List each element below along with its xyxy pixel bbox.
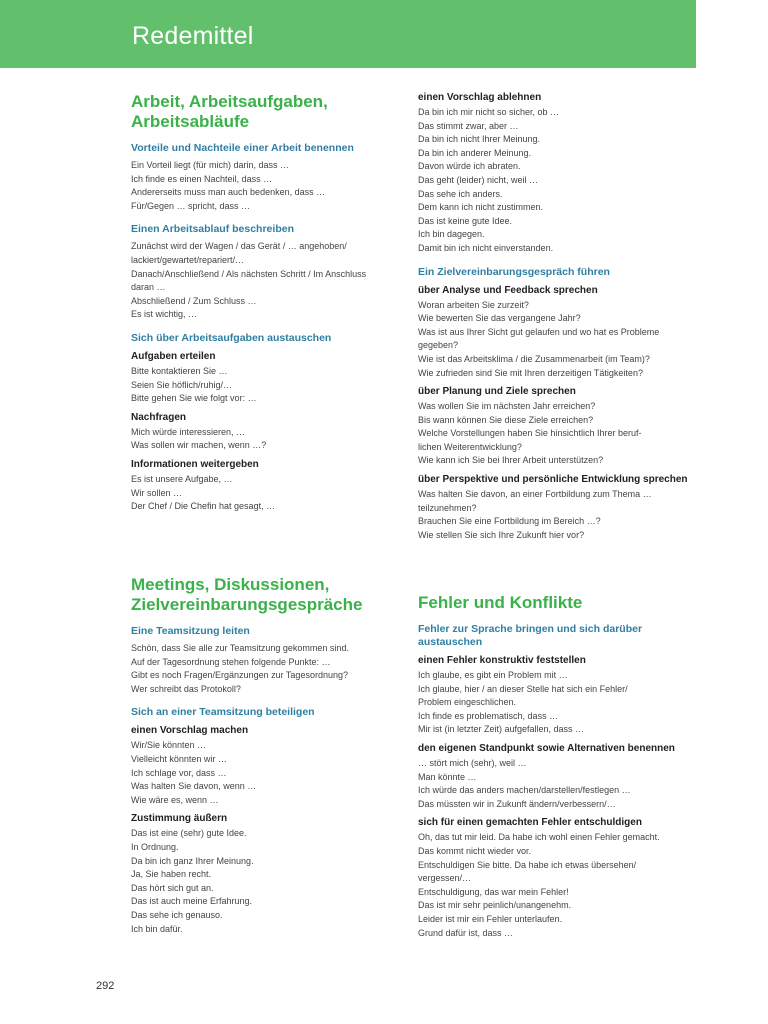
phrase-line: Wir sollen … — [131, 487, 183, 498]
phrase-line: Wie zufrieden sind Sie mit Ihren derzeitigen Tätigkeiten? — [418, 367, 643, 378]
phrase-line: Das ist eine (sehr) gute Idee. — [131, 828, 247, 839]
section-title: Einen Arbeitsablauf beschreiben — [131, 223, 294, 236]
phrase-line: Was sollen wir machen, wenn …? — [131, 440, 267, 451]
phrase-line: Welche Vorstellungen haben Sie hinsichtlich Ihrer beruf- — [418, 428, 642, 439]
phrase-line: Da bin ich anderer Meinung. — [418, 147, 532, 158]
left-top-column — [131, 92, 406, 514]
phrase-line: Woran arbeiten Sie zurzeit? — [418, 299, 529, 310]
phrase-line: Davon würde ich abraten. — [418, 161, 521, 172]
chapter-heading-line: Zielvereinbarungsgespräche — [131, 595, 363, 614]
phrase-line: Zunächst wird der Wagen / das Gerät / … angehoben/ — [131, 241, 347, 252]
phrase-line: Wie bewerten Sie das vergangene Jahr? — [418, 313, 581, 324]
section-title — [418, 623, 693, 649]
phrase-line: Was wollen Sie im nächsten Jahr erreichen? — [418, 401, 596, 412]
phrase-line: Ich bin dagegen. — [418, 229, 485, 240]
phrase-line: Das ist keine gute Idee. — [418, 215, 513, 226]
phrase-line: Oh, das tut mir leid. Da habe ich wohl einen Fehler gemacht. — [418, 832, 660, 843]
phrase-line: Das stimmt zwar, aber … — [418, 120, 519, 131]
subsection-title: über Perspektive und persönliche Entwicklung sprechen — [418, 474, 688, 486]
phrase-line: Schön, dass Sie alle zur Teamsitzung gekommen sind. — [131, 643, 349, 653]
header-banner — [0, 0, 696, 68]
phrase-line: Ja, Sie haben recht. — [131, 869, 212, 880]
subsection-title: Informationen weitergeben — [131, 458, 259, 470]
subsection-title: einen Fehler konstruktiv feststellen — [418, 655, 586, 666]
phrase-line: Ich finde es einen Nachteil, dass … — [131, 173, 273, 184]
phrase-line: Entschuldigung, das war mein Fehler! — [418, 886, 569, 897]
phrase-line: Es ist unsere Aufgabe, … — [131, 473, 233, 484]
chapter-heading: Fehler und Konflikte — [418, 593, 583, 612]
phrase-line: Seien Sie höflich/ruhig/… — [131, 379, 233, 390]
section-title: Sich an einer Teamsitzung beteiligen — [131, 706, 315, 719]
phrase-line: Abschließend / Zum Schluss … — [131, 295, 257, 306]
chapter-heading-line: Meetings, Diskussionen, — [131, 575, 330, 594]
phrase-line: Wie ist das Arbeitsklima / die Zusammenarbeit (im Team)? — [418, 353, 650, 364]
chapter-heading — [131, 92, 406, 132]
chapter-heading — [131, 575, 406, 615]
phrase-line: Was halten Sie davon, an einer Fortbildung zum Thema … — [418, 489, 652, 500]
phrase-line: Wer schreibt das Protokoll? — [131, 683, 241, 694]
section-title: Ein Zielvereinbarungsgespräch führen — [418, 265, 610, 278]
subsection-title: einen Vorschlag ablehnen — [418, 92, 542, 103]
subsection-title: den eigenen Standpunkt sowie Alternativen benennen — [418, 742, 675, 754]
phrase-line: Ich schlage vor, dass … — [131, 767, 227, 778]
phrase-line: Bitte gehen Sie wie folgt vor: … — [131, 393, 257, 404]
phrase-line: Leider ist mir ein Fehler unterlaufen. — [418, 913, 563, 924]
phrase-line: Danach/Anschließend / Als nächsten Schritt / Im Anschluss — [131, 268, 367, 279]
phrase-line: Was ist aus Ihrer Sicht gut gelaufen und wo hat es Probleme — [418, 326, 660, 337]
phrase-line: … stört mich (sehr), weil … — [418, 757, 527, 768]
phrase-line: Dem kann ich nicht zustimmen. — [418, 202, 544, 213]
phrase-line: Es ist wichtig, … — [131, 309, 198, 320]
phrase-line: Auf der Tagesordnung stehen folgende Punkte: … — [131, 656, 331, 667]
phrase-line: Das ist auch meine Erfahrung. — [131, 896, 253, 907]
subsection-title: über Planung und Ziele sprechen — [418, 386, 576, 398]
phrase-line: Man könnte … — [418, 771, 477, 782]
phrase-line: Das sehe ich genauso. — [131, 909, 223, 920]
phrase-line: Ich glaube, hier / an dieser Stelle hat sich ein Fehler/ — [418, 683, 628, 694]
phrase-line: Andererseits muss man auch bedenken, dass … — [131, 187, 326, 198]
phrase-line: Bitte kontaktieren Sie … — [131, 365, 228, 376]
section-title-line: austauschen — [418, 636, 483, 648]
phrase-line: teilzunehmen? — [418, 502, 477, 513]
phrase-line: Ich finde es problematisch, dass … — [418, 710, 559, 721]
phrase-line: Problem eingeschlichen. — [418, 697, 517, 708]
phrase-line: Das ist mir sehr peinlich/unangenehm. — [418, 900, 572, 911]
section-title: Eine Teamsitzung leiten — [131, 625, 250, 637]
phrase-line: Bis wann können Sie diese Ziele erreichen? — [418, 414, 594, 425]
phrase-line: Brauchen Sie eine Fortbildung im Bereich …? — [418, 516, 601, 527]
phrase-line: lackiert/gewartet/repariert/… — [131, 254, 245, 265]
phrase-line: Das sehe ich anders. — [418, 188, 503, 199]
right-bottom-column — [418, 593, 693, 940]
phrase-line: Wir/Sie könnten … — [131, 740, 207, 751]
section-title: Sich über Arbeitsaufgaben austauschen — [131, 331, 332, 344]
phrase-line: Was halten Sie davon, wenn … — [131, 781, 257, 792]
section-title: Vorteile und Nachteile einer Arbeit benennen — [131, 142, 354, 154]
subsection-title: Nachfragen — [131, 411, 187, 423]
phrase-line: Der Chef / Die Chefin hat gesagt, … — [131, 501, 276, 512]
phrase-line: Für/Gegen … spricht, dass … — [131, 200, 251, 211]
phrase-line: Vielleicht könnten wir … — [131, 753, 227, 764]
subsection-title: Zustimmung äußern — [131, 813, 228, 825]
banner-title: Redemittel — [132, 22, 254, 50]
section-title-line: Fehler zur Sprache bringen und sich darüber — [418, 623, 643, 635]
phrase-line: Das geht (leider) nicht, weil … — [418, 174, 539, 185]
phrase-line: Da bin ich nicht Ihrer Meinung. — [418, 134, 541, 145]
phrase-line: In Ordnung. — [131, 841, 179, 852]
phrase-line: lichen Weiterentwicklung? — [418, 441, 522, 452]
phrase-line: Gibt es noch Fragen/Ergänzungen zur Tagesordnung? — [131, 670, 348, 681]
left-bottom-column — [131, 575, 406, 936]
phrase-line: Da bin ich ganz Ihrer Meinung. — [131, 855, 254, 866]
phrase-line: Wie stellen Sie sich Ihre Zukunft hier vor? — [418, 529, 585, 540]
phrase-line: Da bin ich mir nicht so sicher, ob … — [418, 107, 560, 117]
phrase-line: Ich würde das anders machen/darstellen/festlegen … — [418, 785, 631, 796]
phrase-line: Wie kann ich Sie bei Ihrer Arbeit unterstützen? — [418, 455, 604, 466]
subsection-title: sich für einen gemachten Fehler entschuldigen — [418, 817, 642, 829]
right-top-column — [418, 92, 693, 542]
phrase-line: Ich bin dafür. — [131, 923, 183, 934]
phrase-line: Ein Vorteil liegt (für mich) darin, dass … — [131, 160, 290, 170]
phrase-line: Mich würde interessieren, … — [131, 426, 246, 437]
phrase-line: Das hört sich gut an. — [131, 882, 214, 893]
phrase-line: daran … — [131, 282, 166, 293]
subsection-title: Aufgaben erteilen — [131, 350, 216, 362]
phrase-line: vergessen/… — [418, 873, 472, 884]
subsection-title: einen Vorschlag machen — [131, 725, 249, 737]
chapter-heading-line: Arbeitsabläufe — [131, 112, 250, 131]
page-number: 292 — [96, 980, 115, 992]
phrase-line: Mir ist (in letzter Zeit) aufgefallen, dass … — [418, 724, 585, 735]
phrase-line: Damit bin ich nicht einverstanden. — [418, 242, 554, 253]
phrase-line: Wie wäre es, wenn … — [131, 794, 219, 805]
phrase-line: Das müssten wir in Zukunft ändern/verbessern/… — [418, 798, 616, 809]
phrase-line: Grund dafür ist, dass … — [418, 927, 514, 938]
phrase-line: Ich glaube, es gibt ein Problem mit … — [418, 670, 568, 680]
phrase-line: Das kommt nicht wieder vor. — [418, 845, 532, 856]
phrase-line: Entschuldigen Sie bitte. Da habe ich etwas übersehen/ — [418, 859, 637, 870]
chapter-heading-line: Arbeit, Arbeitsaufgaben, — [131, 92, 328, 111]
subsection-title: über Analyse und Feedback sprechen — [418, 284, 598, 296]
phrase-line: gegeben? — [418, 340, 459, 351]
